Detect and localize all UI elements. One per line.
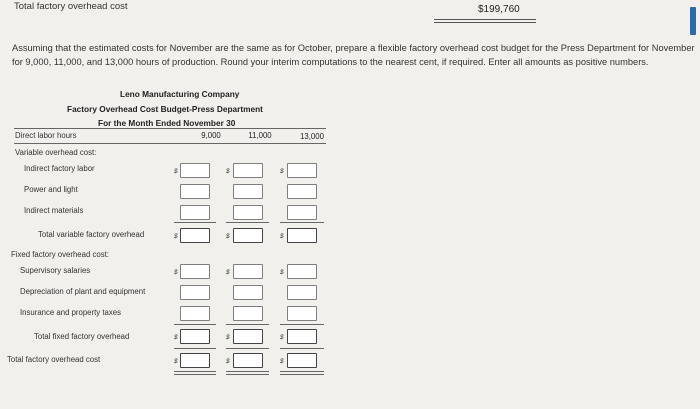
power-light-11000-input[interactable] [233,184,263,199]
total-fixed-11000-input[interactable] [233,329,263,344]
previous-total-value: $199,760 [478,4,520,15]
supervisory-salaries-11000-input[interactable] [233,264,263,279]
double-rule [174,374,216,375]
subtotal-rule [226,348,269,349]
company-name: Leno Manufacturing Company [120,89,240,99]
depreciation-11000-input[interactable] [233,285,263,300]
subtotal-rule [226,222,269,223]
variable-header: Variable overhead cost: [15,148,97,157]
double-rule [226,371,269,372]
currency-symbol: $ [280,168,284,175]
column-13000: 13,000 [300,132,324,141]
subtotal-rule [280,324,324,325]
total-fixed-13000-input[interactable] [287,329,317,344]
currency-symbol: $ [280,358,284,365]
fixed-header: Fixed factory overhead cost: [11,250,109,259]
currency-symbol: $ [226,269,230,276]
currency-symbol: $ [174,358,178,365]
heading-rule [14,128,326,129]
double-rule [226,374,269,375]
currency-symbol: $ [226,233,230,240]
currency-symbol: $ [174,233,178,240]
subtotal-rule [280,222,324,223]
subtotal-rule [174,348,216,349]
insurance-taxes-11000-input[interactable] [233,306,263,321]
total-variable-11000-input[interactable] [233,228,263,243]
total-variable-label: Total variable factory overhead [38,230,145,239]
supervisory-salaries-label: Supervisory salaries [20,266,91,275]
total-fixed-label: Total fixed factory overhead [34,332,130,341]
indirect-materials-label: Indirect materials [24,206,84,215]
budget-title: Factory Overhead Cost Budget-Press Department [67,104,263,114]
scroll-indicator [690,7,696,35]
grand-total-11000-input[interactable] [233,353,263,368]
depreciation-13000-input[interactable] [287,285,317,300]
double-underline-bottom [434,22,536,23]
currency-symbol: $ [280,269,284,276]
currency-symbol: $ [280,334,284,341]
power-light-label: Power and light [24,185,78,194]
total-variable-9000-input[interactable] [180,228,210,243]
currency-symbol: $ [226,358,230,365]
currency-symbol: $ [174,269,178,276]
hours-rule [14,143,326,144]
grand-total-13000-input[interactable] [287,353,317,368]
indirect-labor-11000-input[interactable] [233,163,263,178]
column-9000: 9,000 [201,131,221,140]
subtotal-rule [280,348,324,349]
budget-period: For the Month Ended November 30 [98,118,236,128]
double-underline-top [434,19,536,20]
grand-total-label: Total factory overhead cost [7,355,101,364]
power-light-13000-input[interactable] [287,184,317,199]
double-rule [280,371,324,372]
depreciation-label: Depreciation of plant and equipment [20,287,146,296]
hours-label: Direct labor hours [15,131,77,140]
previous-total-label: Total factory overhead cost [14,1,128,12]
double-rule [174,371,216,372]
question-prompt: Assuming that the estimated costs for November are the same as for October, prepare a flexible factory overhead cost budget for the Press Department for November for 9,000, 11,000, and 13,000 hours of production. Round your interim computations to the nearest cent, if required. Enter all amounts as positive numbers. [12,43,695,67]
insurance-taxes-9000-input[interactable] [180,306,210,321]
grand-total-9000-input[interactable] [180,353,210,368]
subtotal-rule [226,324,269,325]
power-light-9000-input[interactable] [180,184,210,199]
insurance-taxes-13000-input[interactable] [287,306,317,321]
subtotal-rule [174,222,216,223]
indirect-labor-label: Indirect factory labor [24,164,95,173]
supervisory-salaries-13000-input[interactable] [287,264,317,279]
total-fixed-9000-input[interactable] [180,329,210,344]
double-rule [280,374,324,375]
currency-symbol: $ [226,334,230,341]
currency-symbol: $ [174,334,178,341]
indirect-materials-13000-input[interactable] [287,205,317,220]
indirect-labor-9000-input[interactable] [180,163,210,178]
total-variable-13000-input[interactable] [287,228,317,243]
column-11000: 11,000 [248,131,272,140]
insurance-taxes-label: Insurance and property taxes [20,308,121,317]
depreciation-9000-input[interactable] [180,285,210,300]
indirect-materials-9000-input[interactable] [180,205,210,220]
currency-symbol: $ [226,168,230,175]
indirect-materials-11000-input[interactable] [233,205,263,220]
subtotal-rule [174,324,216,325]
currency-symbol: $ [280,233,284,240]
currency-symbol: $ [174,168,178,175]
supervisory-salaries-9000-input[interactable] [180,264,210,279]
indirect-labor-13000-input[interactable] [287,163,317,178]
